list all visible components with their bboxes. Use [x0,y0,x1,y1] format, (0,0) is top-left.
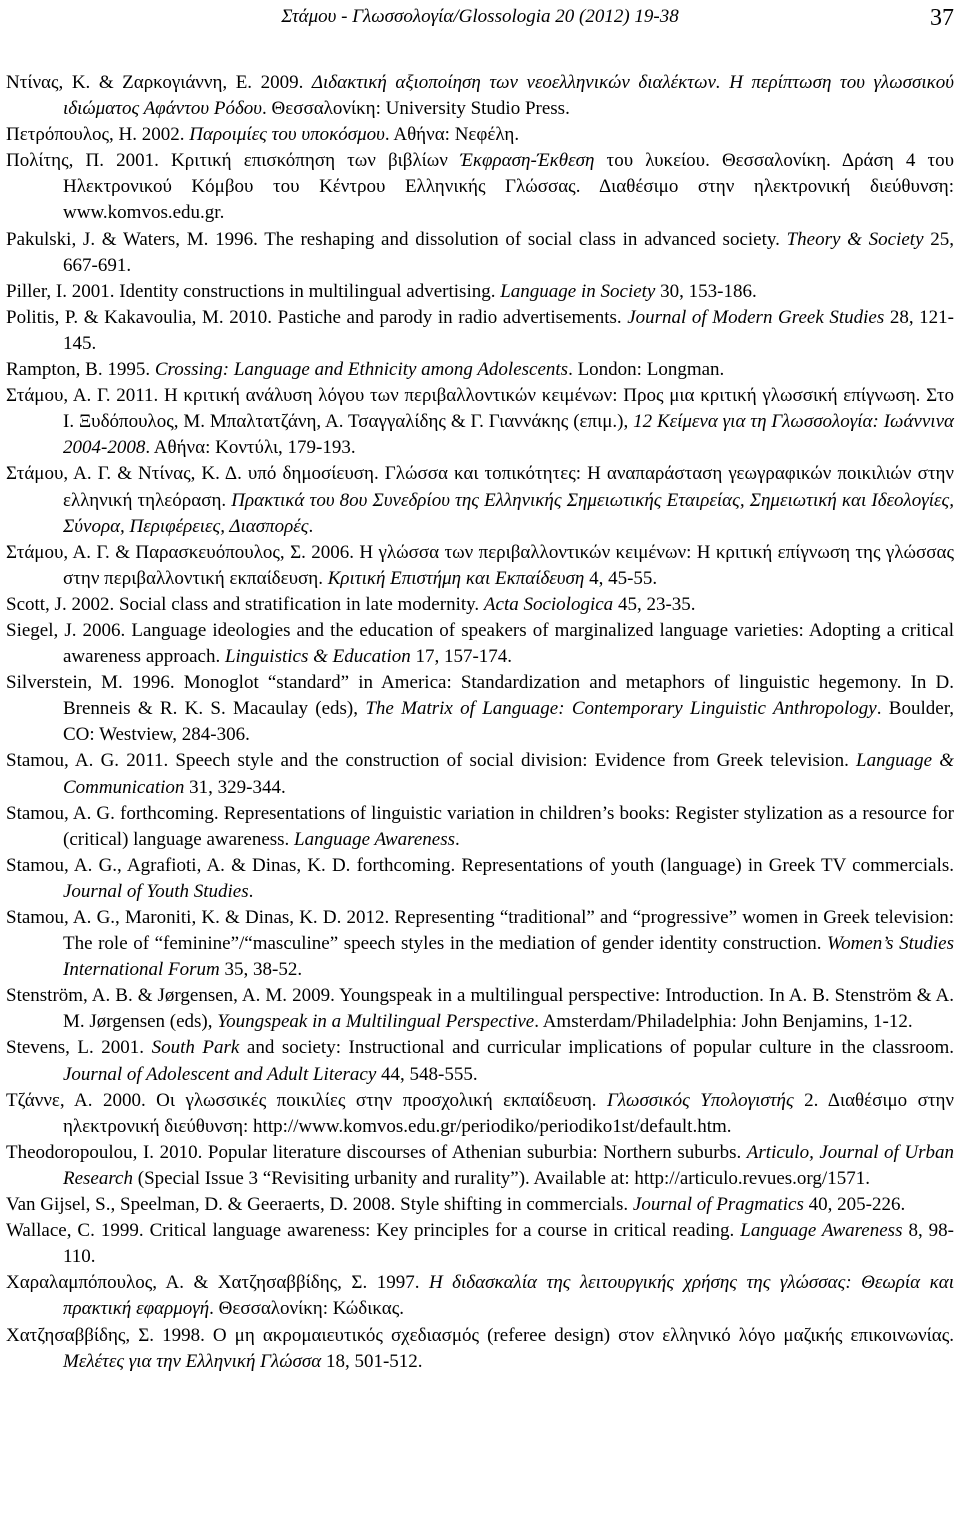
reference-text: Stamou, A. G. forthcoming. Representations of linguistic variation in children’s books: Register stylization as a resource for (critical) language awareness. [6,802,954,850]
reference-text: Theodoropoulou, I. 2010. Popular literature discourses of Athenian suburbia: Northern suburbs. [6,1141,747,1163]
reference-text: 40, 205-226. [803,1194,906,1216]
reference-text: and society: Instructional and curricular implications of popular culture in the classroom. [239,1037,955,1059]
reference-text: . Θεσσαλονίκη: Κώδικας. [209,1298,404,1320]
reference-entry [6,461,954,539]
reference-text: 44, 548-555. [376,1063,478,1085]
reference-text: Stamou, A. G., Maroniti, K. & Dinas, K. D. 2012. Representing “traditional” and “progressive” women in Greek television: The role of “feminine”/“masculine” speech styles in the mediation of gender identity construction. [6,907,954,955]
reference-text: 31, 329-344. [184,776,286,798]
reference-title-italic: Μελέτες για την Ελληνική Γλώσσα [63,1350,322,1372]
reference-title-italic: South Park [151,1037,240,1059]
reference-title-italic: Crossing: Language and Ethnicity among Adolescents [154,359,569,381]
reference-entry [6,227,954,279]
reference-entry [6,70,954,122]
reference-text: 30, 153-186. [655,280,757,302]
reference-text: Politis, P. & Kakavoulia, M. 2010. Pastiche and parody in radio advertisements. [6,306,628,328]
reference-title-italic: Theory & Society [786,228,924,250]
reference-title-italic: Διδακτική αξιοποίηση των νεοελληνικών διαλέκτων. Η περίπτωση του γλωσσικού ιδιώματος Αφάντου Ρόδου [63,72,954,120]
reference-list [6,70,954,1375]
reference-title-italic: Acta Sociologica [483,593,614,615]
reference-text: Van Gijsel, S., Speelman, D. & Geeraerts, D. 2008. Style shifting in commercials. [6,1194,633,1216]
reference-title-italic: Articulo, Journal of Urban Research [63,1141,954,1189]
reference-text: 2. Διαθέσιμο στην ηλεκτρονική διεύθυνση: http://www.komvos.edu.gr/periodiko/periodiko1st/default.htm. [63,1089,955,1137]
reference-text: 25, 667-691. [63,228,955,276]
reference-text: 28, 121-145. [63,306,954,354]
reference-entry [6,983,954,1035]
reference-text: . Amsterdam/Philadelphia: John Benjamins, 1-12. [534,1011,913,1033]
reference-title-italic: Πρακτικά του 8ου Συνεδρίου της Ελληνικής Σημειωτικής Εταιρείας, Σημειωτική και Ιδεολογίες, Σύνορα, Περιφέρειες, Διασπορές [63,489,954,537]
reference-title-italic: Journal of Modern Greek Studies [627,306,885,328]
reference-entry [6,1323,954,1375]
journal-title: Στάμου - Γλωσσολογία/Glossologia 20 (2012) 19-38 [281,6,679,27]
reference-text: Siegel, J. 2006. Language ideologies and the education of speakers of marginalized language varieties: Adopting a critical awareness approach. [6,619,954,668]
reference-entry [6,670,954,748]
reference-entry [6,801,954,853]
reference-entry [6,383,954,461]
reference-text: Stamou, A. G., Agrafioti, A. & Dinas, K. D. forthcoming. Representations of youth (language) in Greek TV commercials. [6,854,954,876]
reference-text: . [455,828,460,850]
reference-text: Rampton, B. 1995. [6,359,155,381]
reference-text: 17, 157-174. [410,646,513,668]
reference-text: . Θεσσαλονίκη: University Studio Press. [262,98,570,120]
reference-title-italic: Language & Communication [63,750,954,798]
reference-entry [6,905,954,983]
reference-text: Pakulski, J. & Waters, M. 1996. The reshaping and dissolution of social class in advanced society. [6,228,787,250]
reference-text: Piller, I. 2001. Identity constructions in multilingual advertising. [6,280,501,302]
reference-text: (Special Issue 3 “Revisiting urbanity and rurality”). Available at: http://articulo.revues.org/1571. [133,1167,870,1189]
reference-text: 45, 23-35. [613,593,696,615]
reference-title-italic: The Matrix of Language: Contemporary Linguistic Anthropology [365,698,877,720]
reference-text: . Αθήνα: Νεφέλη. [384,124,520,146]
reference-title-italic: Journal of Youth Studies [63,880,249,902]
reference-text: Scott, J. 2002. Social class and stratification in late modernity. [6,593,484,615]
reference-entry [6,853,954,905]
reference-text: Πολίτης, Π. 2001. Κριτική επισκόπηση των βιβλίων [6,150,461,172]
reference-entry [6,540,954,592]
reference-entry [6,1218,954,1270]
reference-text: . London: Longman. [568,359,725,381]
reference-text: Στάμου, Α. Γ. & Ντίνας, Κ. Δ. υπό δημοσίευση. Γλώσσα και τοπικότητες: Η αναπαράσταση γεωγραφικών ποικιλιών στην ελληνική τηλεόραση. [6,463,954,511]
reference-text: Silverstein, M. 1996. Monoglot “standard” in America: Standardization and metaphors of linguistic hegemony. In D. Brenneis & R. K. S. Macaulay (eds), [6,672,954,720]
reference-text: Τζάννε, Α. 2000. Οι γλωσσικές ποικιλίες στην προσχολική εκπαίδευση. [6,1089,608,1111]
reference-text: Ντίνας, Κ. & Ζαρκογιάννη, Ε. 2009. [6,72,312,93]
reference-entry [6,618,954,670]
reference-text: 35, 38-52. [219,959,303,981]
reference-title-italic: Women’s Studies International Forum [63,933,954,981]
reference-entry [6,1088,954,1140]
reference-title-italic: 12 Κείμενα για τη Γλωσσολογία: Ιωάννινα 2004-2008 [63,411,954,459]
reference-text: Wallace, C. 1999. Critical language awareness: Key principles for a course in critical reading. [6,1220,741,1242]
reference-title-italic: Language in Society [500,280,656,302]
reference-text: 8, 98-110. [63,1220,955,1268]
reference-entry [6,1270,954,1322]
reference-text: Στάμου, Α. Γ. & Παρασκευόπουλος, Σ. 2006. Η γλώσσα των περιβαλλοντικών κειμένων: Η κριτική επίγνωση της γλώσσας στην περιβαλλοντική εκπαίδευση. [6,541,954,589]
reference-title-italic: Η διδασκαλία της λειτουργικής χρήσης της γλώσσας: Θεωρία και πρακτική εφαρμογή [63,1272,955,1320]
reference-title-italic: Journal of Pragmatics [632,1194,804,1216]
reference-text: 18, 501-512. [321,1350,423,1372]
reference-entry [6,279,954,305]
reference-text: . Boulder, CO: Westview, 284-306. [63,698,955,746]
reference-title-italic: Language Awareness [740,1220,903,1242]
reference-entry [6,122,954,148]
reference-title-italic: Journal of Adolescent and Adult Literacy [63,1063,377,1085]
reference-entry [6,748,954,800]
reference-title-italic: Κριτική Επιστήμη και Εκπαίδευση [327,567,585,589]
reference-title-italic: Linguistics & Education [224,646,411,668]
reference-text: Stevens, L. 2001. [6,1037,152,1059]
reference-text: Πετρόπουλος, Η. 2002. [6,124,190,146]
reference-entry [6,1035,954,1087]
reference-title-italic: Παροιμίες του υποκόσμου [189,124,385,146]
reference-text: 4, 45-55. [584,567,658,589]
reference-text: . [308,515,314,537]
reference-title-italic: Language Awareness [294,828,456,850]
reference-title-italic: Έκφραση-Έκθεση [460,150,595,172]
reference-entry [6,1192,954,1218]
reference-text: . Αθήνα: Κοντύλι, 179-193. [145,437,356,459]
reference-text: Χατζησαββίδης, Σ. 1998. Ο μη ακρομαιευτικός σχεδιασμός (referee design) στον ελληνικό λόγο μαζικής επικοινωνίας. [6,1324,954,1346]
reference-entry [6,1140,954,1192]
reference-entry [6,148,954,226]
reference-title-italic: Γλωσσικός Υπολογιστής [607,1089,794,1111]
reference-title-italic: Youngspeak in a Multilingual Perspective [217,1011,535,1033]
page-number: 37 [930,5,954,31]
reference-entry [6,357,954,383]
reference-text: Stenström, A. B. & Jørgensen, A. M. 2009. Youngspeak in a multilingual perspective: Introduction. In A. B. Stenström & A. M. Jørgensen (eds), [6,985,954,1033]
reference-entry [6,305,954,357]
reference-text: . [248,880,254,902]
reference-entry [6,592,954,618]
reference-text: Στάμου, Α. Γ. 2011. Η κριτική ανάλυση λόγου των περιβαλλοντικών κειμένων: Προς μια κριτική γλωσσική επίγνωση. Στο Ι. Ξυδόπουλος, Μ. Μπαλτατζάνη, Α. Τσαγγαλίδης & Γ. Γιαννάκης (επιμ.), [6,385,954,433]
reference-text: του λυκείου. Θεσσαλονίκη. Δράση 4 του Ηλεκτρονικού Κόμβου του Κέντρου Ελληνικής Γλώσσας. Διαθέσιμο στην ηλεκτρονική διεύθυνση: www.komvos.edu.gr. [63,150,955,224]
reference-text: Stamou, A. G. 2011. Speech style and the construction of social division: Evidence from Greek television. [6,750,857,772]
reference-text: Χαραλαμπόπουλος, Α. & Χατζησαββίδης, Σ. 1997. [6,1272,429,1294]
running-header [0,4,960,34]
